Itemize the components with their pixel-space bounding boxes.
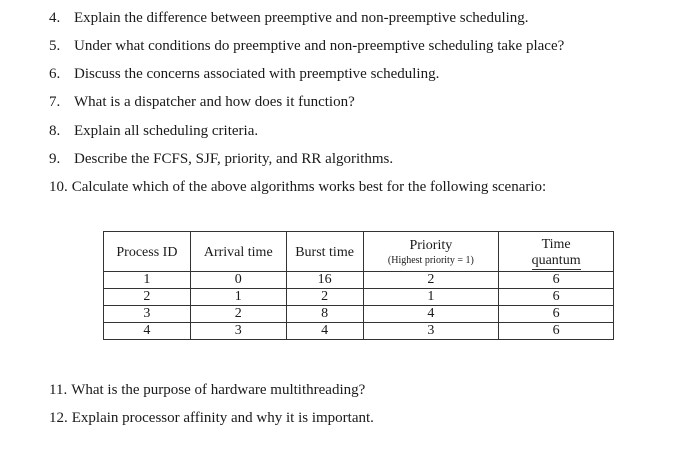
cell-time-quantum: 6 bbox=[499, 289, 614, 306]
table-row bbox=[104, 289, 614, 306]
question-number: 12. bbox=[49, 410, 68, 426]
question-10 bbox=[49, 178, 546, 196]
question-number: 5. bbox=[49, 38, 61, 54]
priority-note: (Highest priority = 1) bbox=[387, 255, 474, 266]
question-text: Describe the FCFS, SJF, priority, and RR algorithms. bbox=[74, 151, 394, 167]
question-6 bbox=[49, 65, 439, 83]
table-header-row bbox=[104, 232, 614, 272]
table-row bbox=[104, 323, 614, 340]
question-5 bbox=[49, 37, 564, 55]
quantum-label: quantum bbox=[531, 252, 581, 268]
question-number: 11. bbox=[49, 382, 68, 398]
question-number: 8. bbox=[49, 123, 61, 139]
question-9 bbox=[49, 150, 393, 168]
time-label: Time bbox=[541, 236, 571, 252]
cell-process-id: 3 bbox=[104, 306, 191, 323]
cell-arrival-time: 3 bbox=[190, 323, 286, 340]
table-row bbox=[104, 306, 614, 323]
question-text: Explain the difference between preemptive and non-preemptive scheduling. bbox=[74, 10, 529, 26]
question-12 bbox=[49, 409, 374, 427]
question-number: 10. bbox=[49, 179, 68, 195]
question-text: Explain all scheduling criteria. bbox=[74, 123, 259, 139]
question-8 bbox=[49, 122, 258, 140]
question-number: 9. bbox=[49, 151, 61, 167]
cell-arrival-time: 0 bbox=[190, 272, 286, 289]
table-row bbox=[104, 272, 614, 289]
cell-priority: 3 bbox=[363, 323, 499, 340]
question-7 bbox=[49, 93, 355, 111]
header-burst-time: Burst time bbox=[286, 232, 363, 272]
cell-process-id: 2 bbox=[104, 289, 191, 306]
cell-time-quantum: 6 bbox=[499, 306, 614, 323]
cell-arrival-time: 1 bbox=[190, 289, 286, 306]
cell-process-id: 4 bbox=[104, 323, 191, 340]
question-text: Explain processor affinity and why it is important. bbox=[71, 410, 374, 426]
header-process-id: Process ID bbox=[104, 232, 191, 272]
cell-time-quantum: 6 bbox=[499, 323, 614, 340]
question-4 bbox=[49, 9, 529, 27]
cell-time-quantum: 6 bbox=[499, 272, 614, 289]
question-number: 4. bbox=[49, 10, 61, 26]
question-text: What is a dispatcher and how does it function? bbox=[74, 94, 355, 110]
cell-priority: 1 bbox=[363, 289, 499, 306]
cell-priority: 2 bbox=[363, 272, 499, 289]
question-text: Under what conditions do preemptive and non-preemptive scheduling take place? bbox=[74, 38, 565, 54]
process-table bbox=[103, 231, 614, 340]
question-number: 7. bbox=[49, 94, 61, 110]
cell-burst-time: 16 bbox=[286, 272, 363, 289]
priority-label: Priority bbox=[409, 238, 453, 253]
cell-arrival-time: 2 bbox=[190, 306, 286, 323]
cell-priority: 4 bbox=[363, 306, 499, 323]
question-number: 6. bbox=[49, 66, 61, 82]
question-text: Discuss the concerns associated with preemptive scheduling. bbox=[74, 66, 440, 82]
header-time-quantum bbox=[499, 232, 614, 272]
question-11 bbox=[49, 381, 365, 399]
cell-burst-time: 8 bbox=[286, 306, 363, 323]
header-priority bbox=[363, 232, 499, 272]
cell-burst-time: 4 bbox=[286, 323, 363, 340]
question-text: Calculate which of the above algorithms works best for the following scenario: bbox=[71, 179, 547, 195]
header-arrival-time: Arrival time bbox=[190, 232, 286, 272]
cell-process-id: 1 bbox=[104, 272, 191, 289]
cell-burst-time: 2 bbox=[286, 289, 363, 306]
question-text: What is the purpose of hardware multithreading? bbox=[71, 382, 366, 398]
